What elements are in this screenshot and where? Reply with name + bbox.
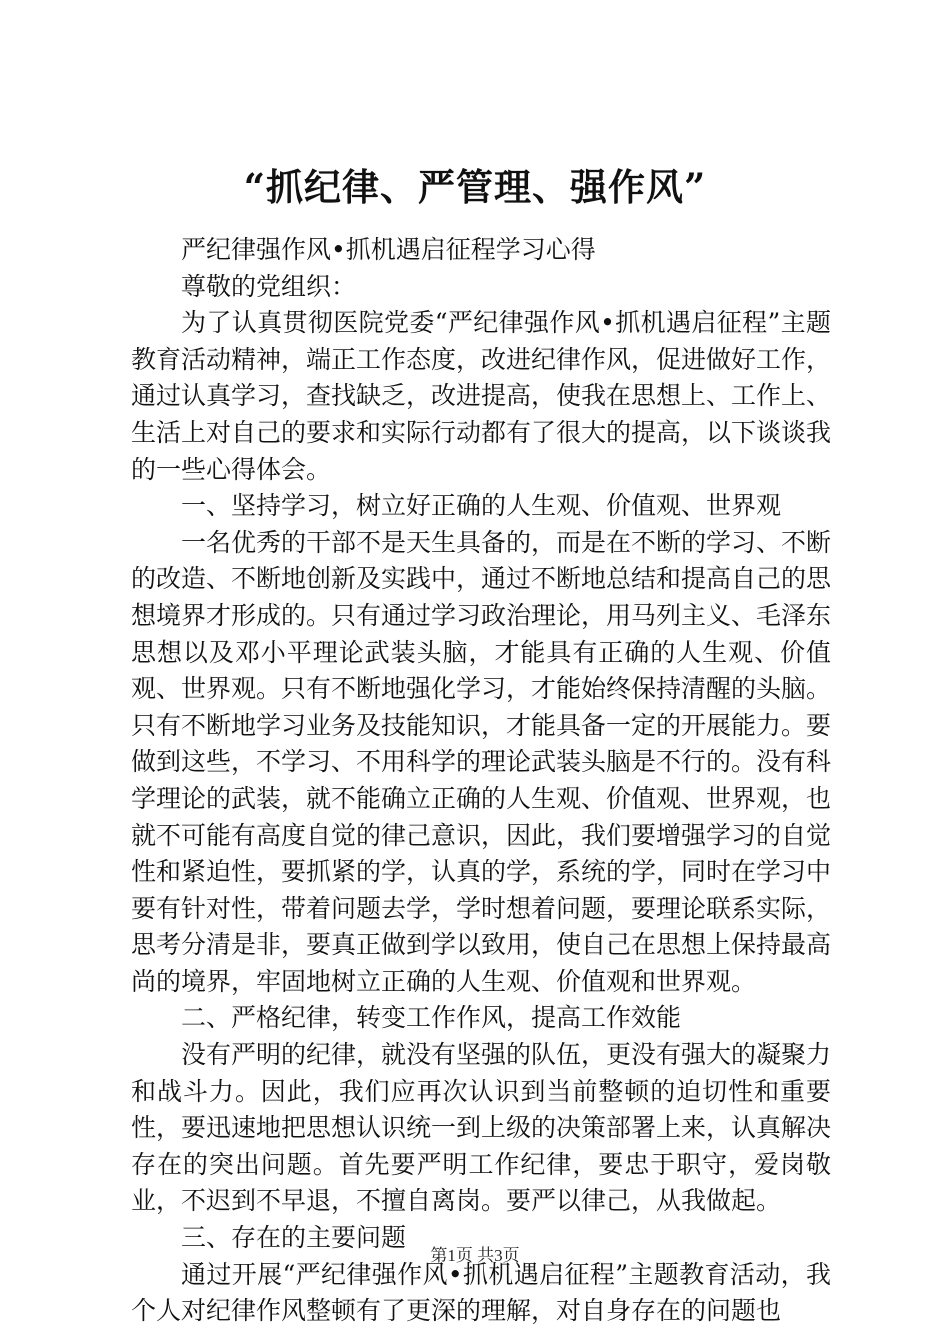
subtitle-line: 严纪律强作风•抓机遇启征程学习心得	[181, 235, 596, 264]
section-heading-2: 二、严格纪律，转变工作作风，提高工作效能	[181, 1003, 682, 1033]
salutation: 尊敬的党组织：	[181, 271, 357, 301]
document-body	[131, 232, 831, 1330]
section-paragraph-3: 通过开展“严纪律强作风•抓机遇启征程”主题教育活动，我个人对纪律作风整顿有了更深的理解，对自身存在的问题也	[131, 1259, 831, 1326]
intro-paragraph: 为了认真贯彻医院党委“严纪律强作风•抓机遇启征程”主题教育活动精神，端正工作态度，改进纪律作风，促进做好工作，通过认真学习，查找缺乏，改进提高，使我在思想上、工作上、生活上对自己的要求和实际行动都有了很大的提高，以下谈谈我的一些心得体会。	[131, 308, 832, 484]
document-title: “抓纪律、严管理、强作风”	[243, 165, 707, 209]
section-paragraph-2: 没有严明的纪律，就没有坚强的队伍，更没有强大的凝聚力和战斗力。因此，我们应再次认识到当前整顿的迫切性和重要性，要迅速地把思想认识统一到上级的决策部署上来，认真解决存在的突出问题。首先要严明工作纪律，要忠于职守，爱岗敬业，不迟到不早退，不擅自离岗。要严以律己，从我做起。	[131, 1040, 832, 1216]
page-number-footer: 第1页 共3页	[430, 1246, 520, 1265]
section-heading-1: 一、坚持学习，树立好正确的人生观、价值观、世界观	[181, 491, 782, 521]
section-paragraph-1: 一名优秀的干部不是天生具备的，而是在不断的学习、不断的改造、不断地创新及实践中，通过不断地总结和提高自己的思想境界才形成的。只有通过学习政治理论，用马列主义、毛泽东思想以及邓小平理论武装头脑，才能具有正确的人生观、价值观、世界观。只有不断地强化学习，才能始终保持清醒的头脑。只有不断地学习业务及技能知识，才能具备一定的开展能力。要做到这些，不学习、不用科学的理论武装头脑是不行的。没有科学理论的武装，就不能确立正确的人生观、价值观、世界观，也就不可能有高度自觉的律己意识，因此，我们要增强学习的自觉性和紧迫性，要抓紧的学，认真的学，系统的学，同时在学习中要有针对性，带着问题去学，学时想着问题，要理论联系实际，思考分清是非，要真正做到学以致用，使自己在思想上保持最高尚的境界，牢固地树立正确的人生观、价值观和世界观。	[131, 527, 832, 996]
section-heading-3: 三、存在的主要问题	[181, 1223, 407, 1253]
